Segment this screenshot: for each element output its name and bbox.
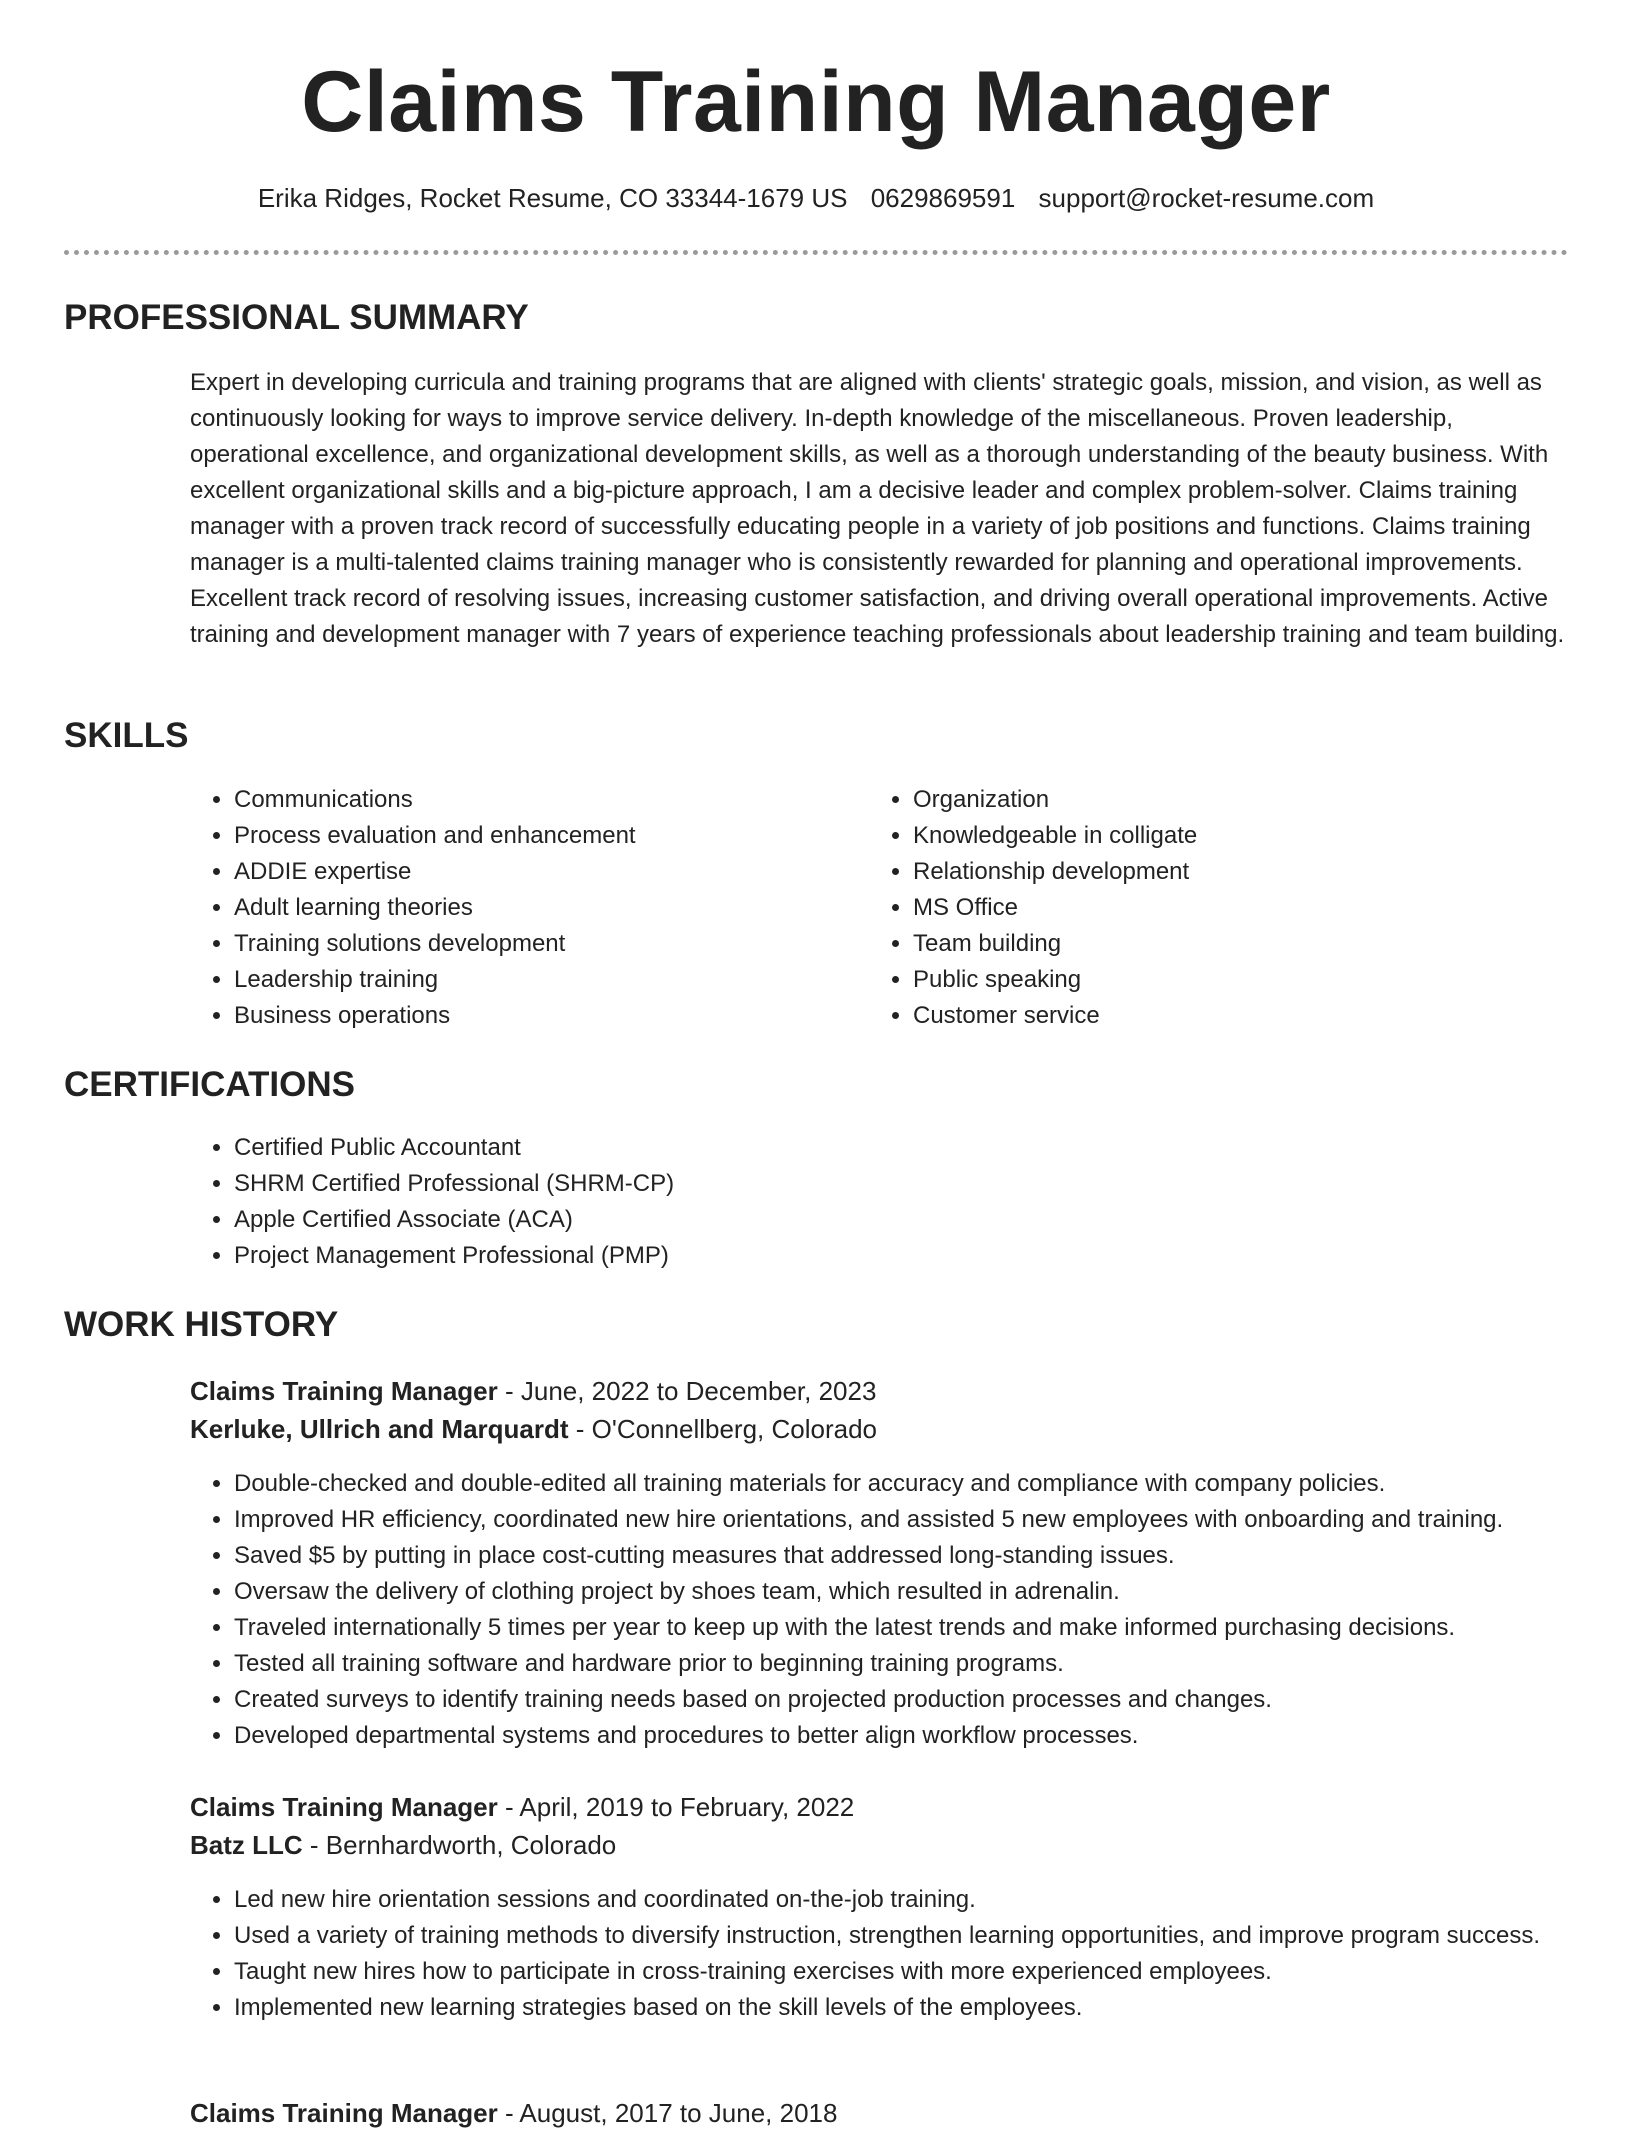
job-company-line — [190, 1826, 616, 1864]
job-location: - O'Connellberg, Colorado — [568, 1414, 877, 1444]
certifications-heading: CERTIFICATIONS — [64, 1065, 356, 1104]
contact-line — [0, 180, 1632, 216]
skill-item: • Leadership training — [234, 962, 854, 998]
skill-item: • Public speaking — [913, 962, 1563, 998]
certification-item: • Project Management Professional (PMP) — [234, 1238, 1534, 1274]
job-dates: - June, 2022 to December, 2023 — [497, 1376, 877, 1406]
certification-item: • SHRM Certified Professional (SHRM-CP) — [234, 1166, 1534, 1202]
job-company: Kerluke, Ullrich and Marquardt — [190, 1414, 569, 1444]
job-bullet: • Traveled internationally 5 times per year to keep up with the latest trends and make informed purchasing decisions. — [234, 1610, 1632, 1646]
skill-item: • Communications — [234, 782, 854, 818]
job-bullets — [190, 1882, 1594, 2026]
job-company: Batz LLC — [190, 1830, 303, 1860]
header-divider — [64, 250, 1568, 255]
job-role: Claims Training Manager — [190, 1792, 498, 1822]
skill-item: • Customer service — [913, 998, 1563, 1034]
skill-item: • Relationship development — [913, 854, 1563, 890]
certification-item: • Certified Public Accountant — [234, 1130, 1534, 1166]
job-bullet: • Led new hire orientation sessions and coordinated on-the-job training. — [234, 1882, 1594, 1918]
skill-item: • Adult learning theories — [234, 890, 854, 926]
resume-name: Claims Training Manager — [301, 54, 1331, 150]
skill-item: • Organization — [913, 782, 1563, 818]
skills-list-right — [869, 782, 1563, 1034]
job-bullet: • Tested all training software and hardware prior to beginning training programs. — [234, 1646, 1632, 1682]
skill-item: • Team building — [913, 926, 1563, 962]
skill-item: • Process evaluation and enhancement — [234, 818, 854, 854]
skills-list-left — [190, 782, 854, 1034]
job-bullet: • Double-checked and double-edited all training materials for accuracy and compliance with company policies. — [234, 1466, 1632, 1502]
skill-item: • Training solutions development — [234, 926, 854, 962]
contact-phone: 0629869591 — [870, 183, 1016, 213]
contact-email: support@rocket-resume.com — [1038, 183, 1375, 213]
skill-item: • ADDIE expertise — [234, 854, 854, 890]
job-title-line — [190, 2094, 837, 2132]
job-location: - Bernhardworth, Colorado — [302, 1830, 617, 1860]
skill-item: • MS Office — [913, 890, 1563, 926]
job-role: Claims Training Manager — [190, 1376, 498, 1406]
skill-item: • Knowledgeable in colligate — [913, 818, 1563, 854]
contact-address: Erika Ridges, Rocket Resume, CO 33344-1679 US — [257, 183, 848, 213]
certifications-list — [190, 1130, 1534, 1274]
skill-item: • Business operations — [234, 998, 854, 1034]
job-dates: - August, 2017 to June, 2018 — [497, 2098, 838, 2128]
work-history-heading: WORK HISTORY — [64, 1305, 339, 1344]
skills-heading: SKILLS — [64, 716, 189, 755]
job-bullet: • Created surveys to identify training needs based on projected production processes and changes. — [234, 1682, 1632, 1718]
job-bullets — [190, 1466, 1632, 1754]
job-bullet: • Improved HR efficiency, coordinated new hire orientations, and assisted 5 new employees with onboarding and training. — [234, 1502, 1632, 1538]
certification-item: • Apple Certified Associate (ACA) — [234, 1202, 1534, 1238]
summary-heading: PROFESSIONAL SUMMARY — [64, 298, 529, 337]
job-bullet: • Saved $5 by putting in place cost-cutting measures that addressed long-standing issues. — [234, 1538, 1632, 1574]
job-title-line — [190, 1372, 876, 1410]
job-dates: - April, 2019 to February, 2022 — [497, 1792, 855, 1822]
job-role: Claims Training Manager — [190, 2098, 498, 2128]
job-bullet: • Developed departmental systems and procedures to better align workflow processes. — [234, 1718, 1632, 1754]
summary-text: Expert in developing curricula and training programs that are aligned with clients' strategic goals, mission, and vision, as well as continuously looking for ways to improve service delivery. In-depth knowledge of the miscellaneous. Proven leadership, operational excellence, and organizational development skills, as well as a thorough understanding of the beauty business. With excellent organizational skills and a big-picture approach, I am a decisive leader and complex problem-solver. Claims training manager with a proven track record of successfully educating people in a variety of job positions and functions. Claims training manager is a multi-talented claims training manager who is consistently rewarded for planning and operational improvements. Excellent track record of resolving issues, increasing customer satisfaction, and driving overall operational improvements. Active training and development manager with 7 years of experience teaching professionals about leadership training and team building. — [190, 369, 1565, 648]
job-bullet: • Taught new hires how to participate in cross-training exercises with more experienced employees. — [234, 1954, 1594, 1990]
job-company-line — [190, 1410, 877, 1448]
job-title-line — [190, 1788, 854, 1826]
job-bullet: • Used a variety of training methods to diversify instruction, strengthen learning opportunities, and improve program success. — [234, 1918, 1594, 1954]
job-bullet: • Implemented new learning strategies based on the skill levels of the employees. — [234, 1990, 1594, 2026]
job-bullet: • Oversaw the delivery of clothing project by shoes team, which resulted in adrenalin. — [234, 1574, 1632, 1610]
